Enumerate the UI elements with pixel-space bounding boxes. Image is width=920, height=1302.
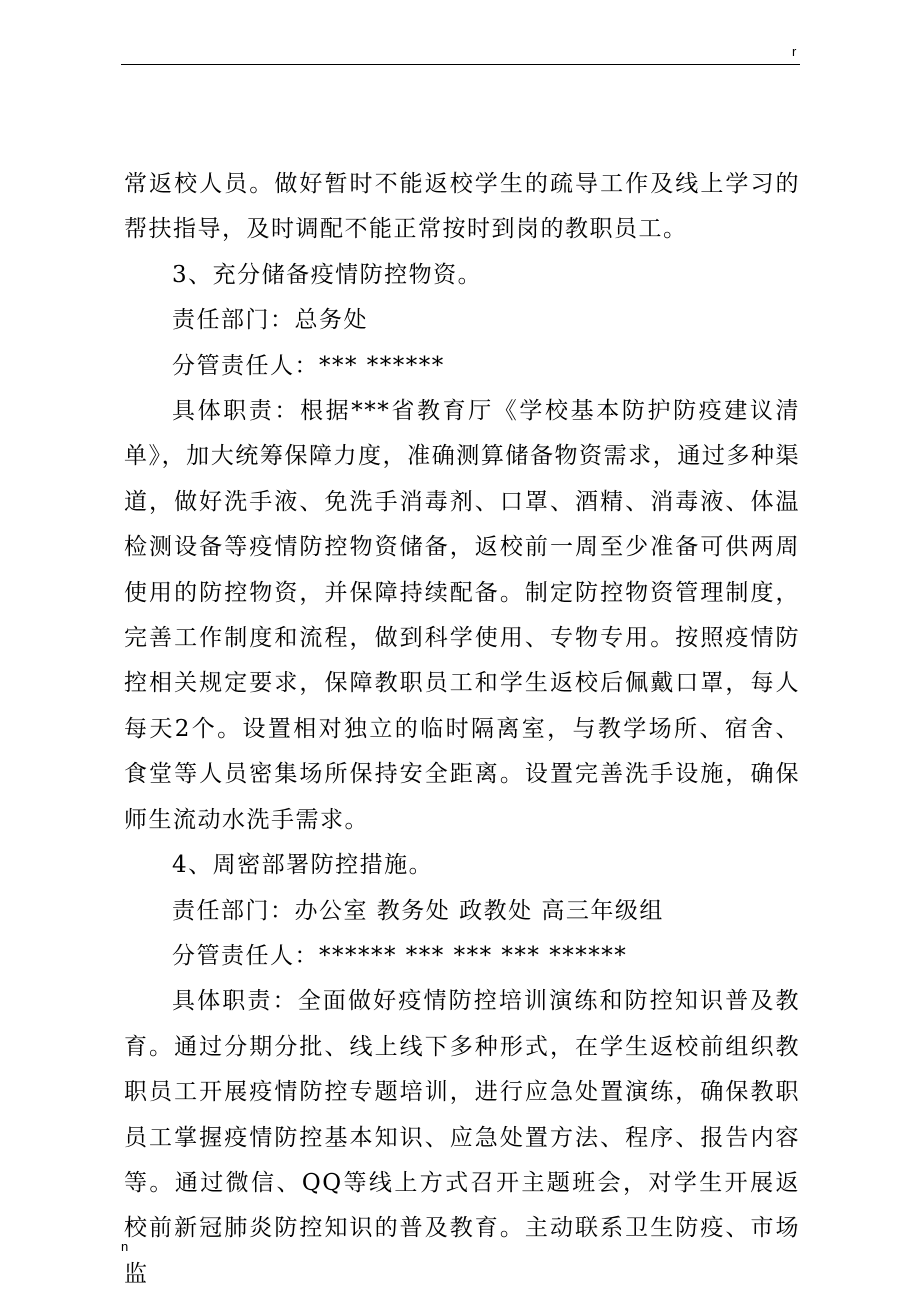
header-mark: r	[792, 44, 797, 59]
document-body	[124, 162, 800, 1297]
section-heading-3: 3、充分储备疫情防控物资。	[172, 261, 483, 288]
responsible-department-4: 责任部门：办公室 教务处 政教处 高三年级组	[172, 897, 664, 924]
responsible-person-4: 分管责任人：****** *** *** *** ******	[172, 942, 628, 969]
duties-paragraph-4: 具体职责：全面做好疫情防控培训演练和防控知识普及教育。通过分期分批、线上线下多种形式，在学生返校前组织教职员工开展疫情防控专题培训，进行应急处置演练，确保教职员工掌握疫情防控基本知识、应急处置方法、程序、报告内容等。通过微信、QQ等线上方式召开主题班会，对学生开展返校前新冠肺炎防控知识的普及教育。主动联系卫生防疫、市场监	[124, 988, 800, 1287]
responsible-person-3: 分管责任人：*** ******	[172, 352, 445, 379]
responsible-department-3: 责任部门：总务处	[172, 307, 368, 334]
footer-mark: n	[121, 1239, 129, 1254]
section-heading-4: 4、周密部署防控措施。	[172, 852, 434, 879]
duties-paragraph-3: 具体职责：根据***省教育厅《学校基本防护防疫建议清单》，加大统筹保障力度，准确测算储备物资需求，通过多种渠道，做好洗手液、免洗手消毒剂、口罩、酒精、消毒液、体温检测设备等疫情防控物资储备，返校前一周至少准备可供两周使用的防控物资，并保障持续配备。制定防控物资管理制度，完善工作制度和流程，做到科学使用、专物专用。按照疫情防控相关规定要求，保障教职员工和学生返校后佩戴口罩，每人每天2个。设置相对独立的临时隔离室，与教学场所、宿舍、食堂等人员密集场所保持安全距离。设置完善洗手设施，确保师生流动水洗手需求。	[124, 398, 800, 833]
header-rule	[121, 64, 800, 65]
paragraph-continuation: 常返校人员。做好暂时不能返校学生的疏导工作及线上学习的帮扶指导，及时调配不能正常按时到岗的教职员工。	[124, 171, 800, 243]
